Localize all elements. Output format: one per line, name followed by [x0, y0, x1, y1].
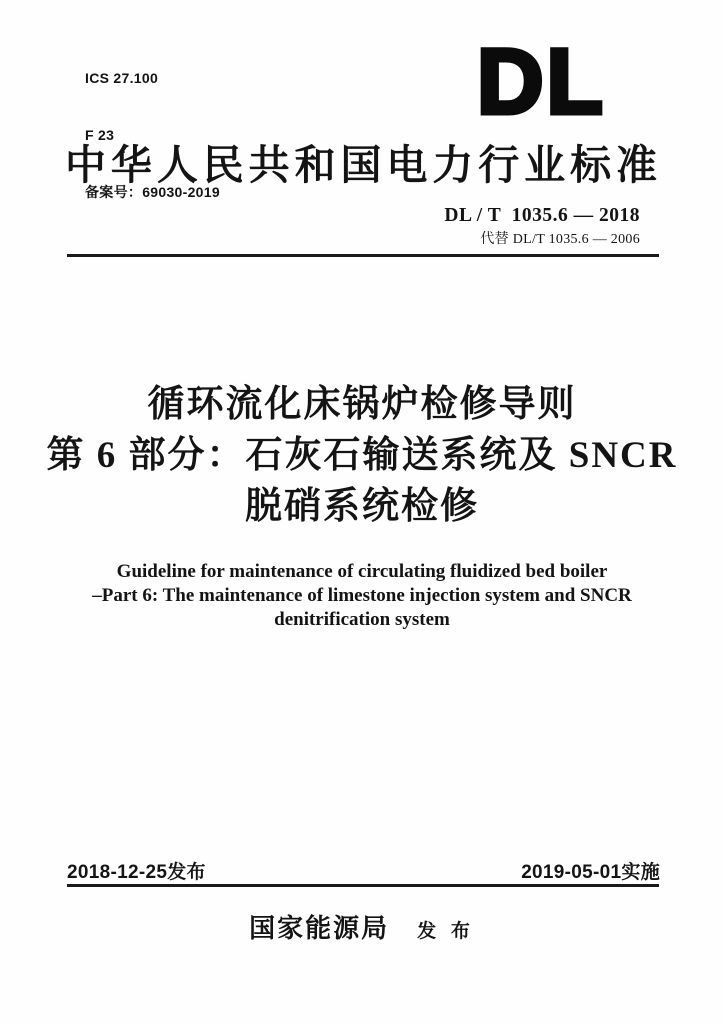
- title-chinese: [0, 379, 724, 532]
- title-english-line-3: denitrification system: [274, 609, 450, 630]
- dl-logo: DL: [477, 31, 606, 133]
- implement-label: 实施: [621, 862, 660, 883]
- date-row: [67, 857, 660, 884]
- issue-date: 2018-12-25: [67, 862, 168, 883]
- issue-label: 发布: [167, 862, 206, 883]
- footer-divider-rule: [67, 884, 659, 887]
- title-english-line-2: –Part 6: The maintenance of limestone injection system and SNCR: [92, 585, 632, 606]
- record-number: 备案号：69030-2019: [85, 184, 220, 200]
- title-chinese-line-3: 脱硝系统检修: [245, 486, 479, 527]
- implement-date-group: [521, 857, 660, 884]
- publisher-name: 国家能源局: [249, 914, 390, 943]
- category-code: F 23: [85, 127, 115, 143]
- ics-code: ICS 27.100: [85, 70, 159, 86]
- title-chinese-line-1: 循环流化床锅炉检修导则: [147, 384, 577, 425]
- standard-number: DL / T 1035.6 — 2018: [444, 205, 640, 226]
- publisher-action: 发 布: [417, 921, 475, 942]
- classification-block: [85, 31, 220, 240]
- standard-series-heading: 中华人民共和国电力行业标准: [65, 142, 659, 188]
- publisher-row: [0, 908, 724, 945]
- title-chinese-line-2: 第 6 部分：石灰石输送系统及 SNCR: [46, 435, 678, 476]
- title-english: [0, 560, 724, 632]
- title-english-line-1: Guideline for maintenance of circulating fluidized bed boiler: [116, 561, 608, 582]
- supersedes-note: 代替 DL/T 1035.6 — 2006: [480, 232, 640, 247]
- issue-date-group: [67, 857, 206, 884]
- header-divider-rule: [67, 254, 659, 257]
- implement-date: 2019-05-01: [521, 862, 622, 883]
